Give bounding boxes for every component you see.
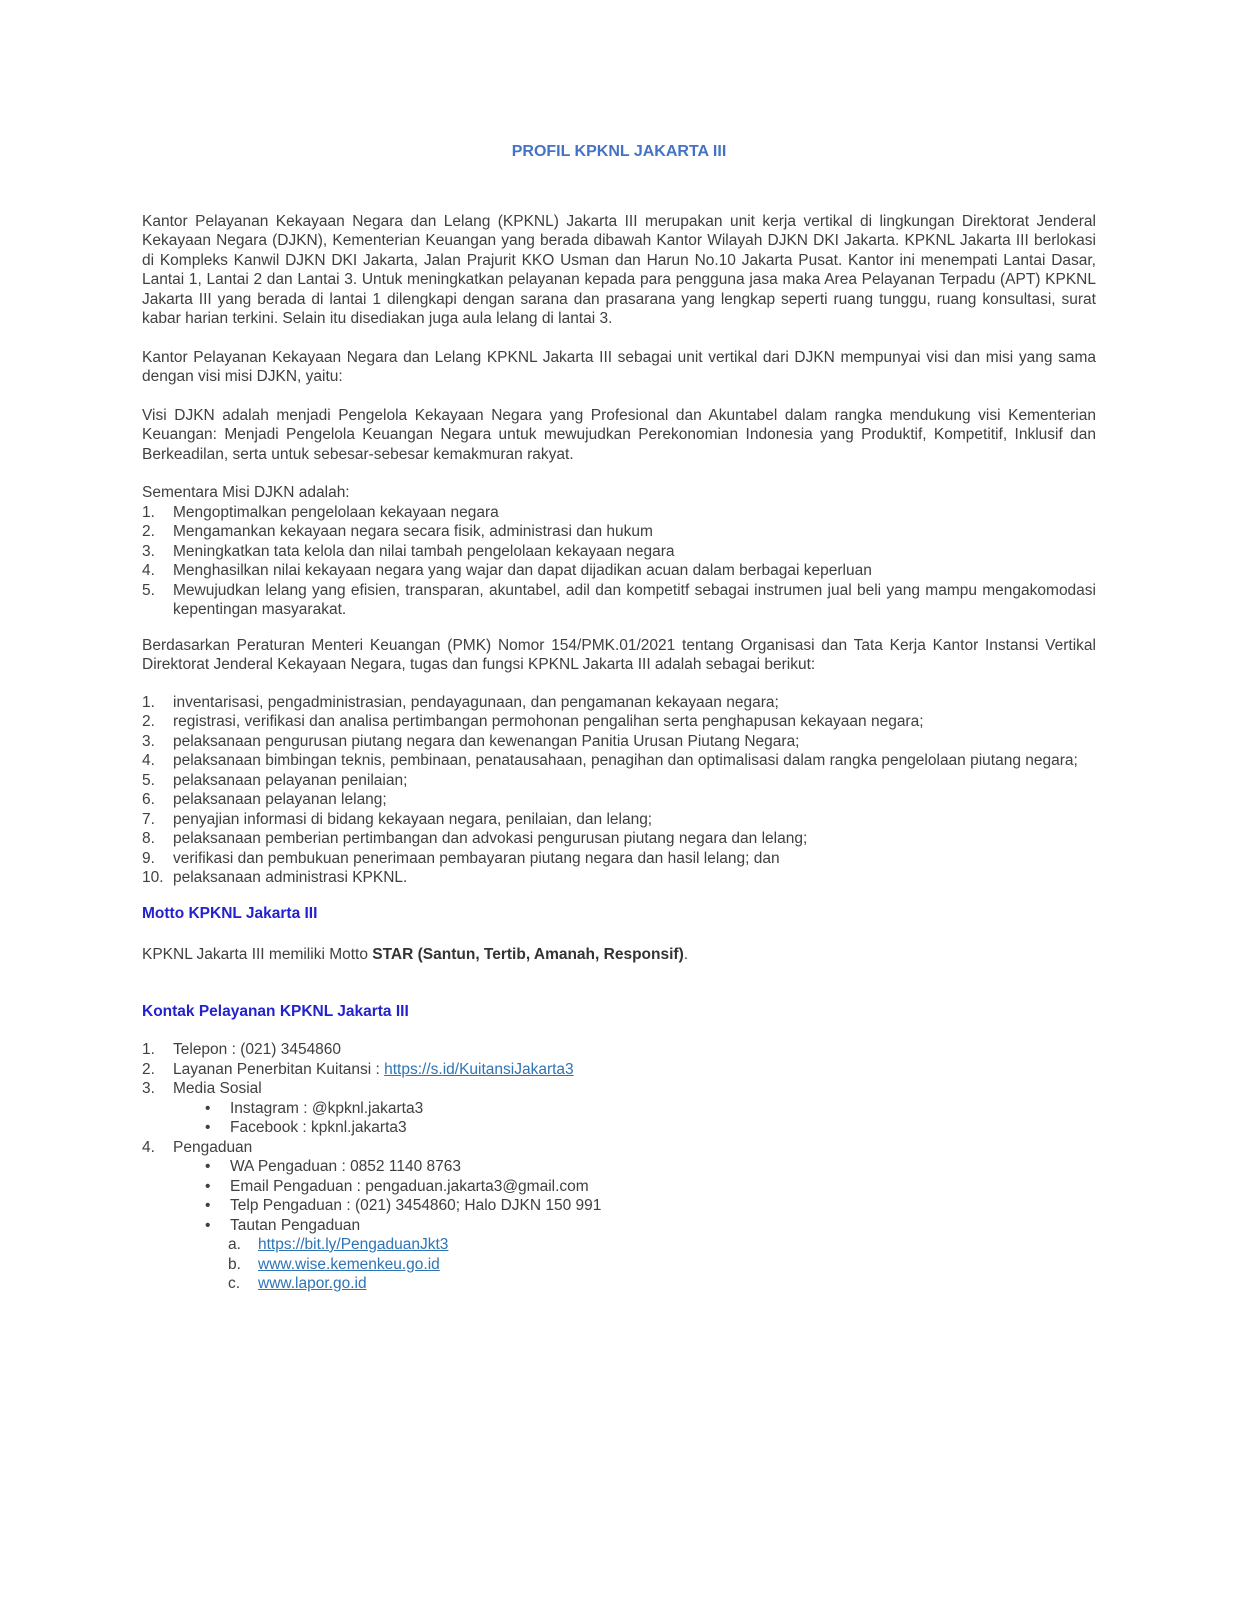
bullet-item-facebook <box>142 1118 1096 1138</box>
bullet-item-instagram <box>142 1099 1096 1119</box>
item-text: penyajian informasi di bidang kekayaan negara, penilaian, dan lelang; <box>173 810 653 828</box>
tugas-intro-paragraph: Berdasarkan Peraturan Menteri Keuangan (PMK) Nomor 154/PMK.01/2021 tentang Organisasi dan Tata Kerja Kantor Instansi Vertikal Direktorat Jenderal Kekayaan Negara, tugas dan fungsi KPKNL Jakarta III adalah sebagai berikut: <box>142 636 1096 673</box>
bullet-icon <box>205 1157 230 1177</box>
visi-misi-paragraph: Kantor Pelayanan Kekayaan Negara dan Lelang KPKNL Jakarta III sebagai unit vertikal dari DJKN mempunyai visi dan misi yang sama dengan visi misi DJKN, yaitu: <box>142 348 1096 385</box>
pengaduan-link-lapor[interactable]: www.lapor.go.id <box>258 1275 367 1292</box>
misi-item <box>142 581 1096 620</box>
item-text: Media Sosial <box>173 1080 262 1097</box>
item-text: Tautan Pengaduan <box>230 1216 361 1234</box>
item-number: 1. <box>142 1041 155 1058</box>
tugas-item <box>142 849 1096 869</box>
item-number: 2. <box>142 713 155 730</box>
misi-item <box>142 522 1096 542</box>
item-letter: c. <box>228 1275 241 1292</box>
kontak-item-pengaduan <box>142 1138 1096 1158</box>
item-text: pelaksanaan pemberian pertimbangan dan advokasi pengurusan piutang negara dan lelang; <box>173 830 808 847</box>
misi-section <box>142 483 1096 620</box>
bullet-item-email-pengaduan <box>142 1177 1096 1197</box>
kontak-item-telepon <box>142 1040 1096 1060</box>
pengaduan-link-item-a <box>142 1235 1096 1255</box>
item-text: pelaksanaan pelayanan penilaian; <box>173 771 408 789</box>
item-text: Telepon : (021) 3454860 <box>173 1041 342 1058</box>
item-number: 6. <box>142 791 155 808</box>
item-number: 9. <box>142 849 155 867</box>
kontak-section <box>142 1040 1096 1294</box>
item-text: inventarisasi, pengadministrasian, pendayagunaan, dan pengamanan kekayaan negara; <box>173 693 779 711</box>
item-number: 7. <box>142 810 155 828</box>
bullet-item-tautan-pengaduan <box>142 1216 1096 1236</box>
bullet-item-telp-pengaduan <box>142 1196 1096 1216</box>
item-text: registrasi, verifikasi dan analisa pertimbangan permohonan pengalihan serta penghapusan kekayaan negara; <box>173 713 924 730</box>
item-number: 3. <box>142 1080 155 1097</box>
item-letter: b. <box>228 1255 241 1273</box>
item-text: Meningkatkan tata kelola dan nilai tambah pengelolaan kekayaan negara <box>173 542 675 560</box>
item-text: Mengoptimalkan pengelolaan kekayaan negara <box>173 503 499 521</box>
item-text: WA Pengaduan : 0852 1140 8763 <box>230 1158 461 1175</box>
item-number: 5. <box>142 581 155 599</box>
misi-item <box>142 503 1096 523</box>
tugas-item <box>142 732 1096 752</box>
item-number: 1. <box>142 693 155 711</box>
item-number: 8. <box>142 830 155 847</box>
misi-item <box>142 542 1096 562</box>
item-text <box>173 1060 1096 1080</box>
motto-heading: Motto KPKNL Jakarta III <box>142 904 318 922</box>
misi-intro: Sementara Misi DJKN adalah: <box>142 484 350 501</box>
tugas-item <box>142 790 1096 810</box>
item-number: 2. <box>142 523 155 540</box>
tugas-item <box>142 712 1096 732</box>
tugas-item <box>142 829 1096 849</box>
kontak-heading: Kontak Pelayanan KPKNL Jakarta III <box>142 1002 409 1020</box>
motto-paragraph <box>142 945 1096 965</box>
item-number: 1. <box>142 503 155 521</box>
pengaduan-link-bitly[interactable]: https://bit.ly/PengaduanJkt3 <box>258 1236 449 1253</box>
item-text: verifikasi dan pembukuan penerimaan pembayaran piutang negara dan hasil lelang; dan <box>173 849 780 867</box>
item-number: 4. <box>142 1138 155 1156</box>
item-text: Email Pengaduan : pengaduan.jakarta3@gmail.com <box>230 1177 589 1195</box>
item-text: Mewujudkan lelang yang efisien, transparan, akuntabel, adil dan kompetitf sebagai instrumen jual beli yang mampu mengakomodasi kepentingan masyarakat. <box>173 581 1096 618</box>
item-text: Instagram : @kpknl.jakarta3 <box>230 1099 424 1117</box>
item-number: 10. <box>142 869 164 886</box>
misi-item <box>142 561 1096 581</box>
item-letter: a. <box>228 1236 241 1253</box>
item-text: Facebook : kpknl.jakarta3 <box>230 1119 407 1136</box>
bullet-icon <box>205 1099 230 1119</box>
page-title: PROFIL KPKNL JAKARTA III <box>511 143 727 160</box>
bullet-icon <box>205 1216 230 1236</box>
motto-text-suffix: . <box>683 946 689 963</box>
item-text: pelaksanaan pelayanan lelang; <box>173 791 387 808</box>
tugas-section <box>142 693 1096 888</box>
item-number: 3. <box>142 542 155 560</box>
kontak-item-kuitansi <box>142 1060 1096 1080</box>
tugas-item <box>142 771 1096 791</box>
visi-paragraph: Visi DJKN adalah menjadi Pengelola Kekayaan Negara yang Profesional dan Akuntabel dalam rangka mendukung visi Kementerian Keuangan: Menjadi Pengelola Keuangan Negara untuk mewujudkan Perekonomian Indonesia yang Produktif, Kompetitif, Inklusif dan Berkeadilan, serta untuk sebesar-sebesar kemakmuran rakyat. <box>142 406 1096 463</box>
item-text: pelaksanaan bimbingan teknis, pembinaan, penatausahaan, penagihan dan optimalisasi dalam rangka pengelolaan piutang negara; <box>173 752 1078 769</box>
item-number: 2. <box>142 1060 155 1078</box>
item-number: 5. <box>142 771 155 789</box>
pengaduan-link-item-b <box>142 1255 1096 1275</box>
item-number: 4. <box>142 562 155 579</box>
motto-text-bold: STAR (Santun, Tertib, Amanah, Responsif) <box>372 946 684 963</box>
pengaduan-link-item-c <box>142 1274 1096 1294</box>
pengaduan-link-wise[interactable]: www.wise.kemenkeu.go.id <box>258 1255 440 1273</box>
item-text: Menghasilkan nilai kekayaan negara yang wajar dan dapat dijadikan acuan dalam berbagai keperluan <box>173 562 872 579</box>
motto-text-prefix: KPKNL Jakarta III memiliki Motto <box>142 946 373 963</box>
item-text: pelaksanaan administrasi KPKNL. <box>173 869 408 886</box>
tugas-item <box>142 868 1096 888</box>
kuitansi-link[interactable]: https://s.id/KuitansiJakarta3 <box>384 1060 574 1078</box>
item-text: Pengaduan <box>173 1138 253 1156</box>
kuitansi-label: Layanan Penerbitan Kuitansi : <box>173 1060 385 1078</box>
bullet-icon <box>205 1118 230 1138</box>
tugas-item <box>142 751 1096 771</box>
bullet-icon <box>205 1177 230 1197</box>
item-number: 3. <box>142 732 155 750</box>
item-number: 4. <box>142 752 155 769</box>
bullet-icon <box>205 1196 230 1216</box>
item-text: pelaksanaan pengurusan piutang negara dan kewenangan Panitia Urusan Piutang Negara; <box>173 732 800 750</box>
kontak-item-media-sosial <box>142 1079 1096 1099</box>
intro-paragraph: Kantor Pelayanan Kekayaan Negara dan Lelang (KPKNL) Jakarta III merupakan unit kerja vertikal di lingkungan Direktorat Jenderal Kekayaan Negara (DJKN), Kementerian Keuangan yang berada dibawah Kantor Wilayah DJKN DKI Jakarta. KPKNL Jakarta III berlokasi di Kompleks Kanwil DJKN DKI Jakarta, Jalan Prajurit KKO Usman dan Harun No.10 Jakarta Pusat. Kantor ini menempati Lantai Dasar, Lantai 1, Lantai 2 dan Lantai 3. Untuk meningkatkan pelayanan kepada para pengguna jasa maka Area Pelayanan Terpadu (APT) KPKNL Jakarta III yang berada di lantai 1 dilengkapi dengan sarana dan prasarana yang lengkap seperti ruang tunggu, ruang konsultasi, surat kabar harian terkini. Selain itu disediakan juga aula lelang di lantai 3. <box>142 212 1096 327</box>
item-text: Mengamankan kekayaan negara secara fisik, administrasi dan hukum <box>173 523 653 540</box>
item-text: Telp Pengaduan : (021) 3454860; Halo DJKN 150 991 <box>230 1197 602 1214</box>
bullet-item-wa-pengaduan <box>142 1157 1096 1177</box>
tugas-item <box>142 693 1096 713</box>
tugas-item <box>142 810 1096 830</box>
